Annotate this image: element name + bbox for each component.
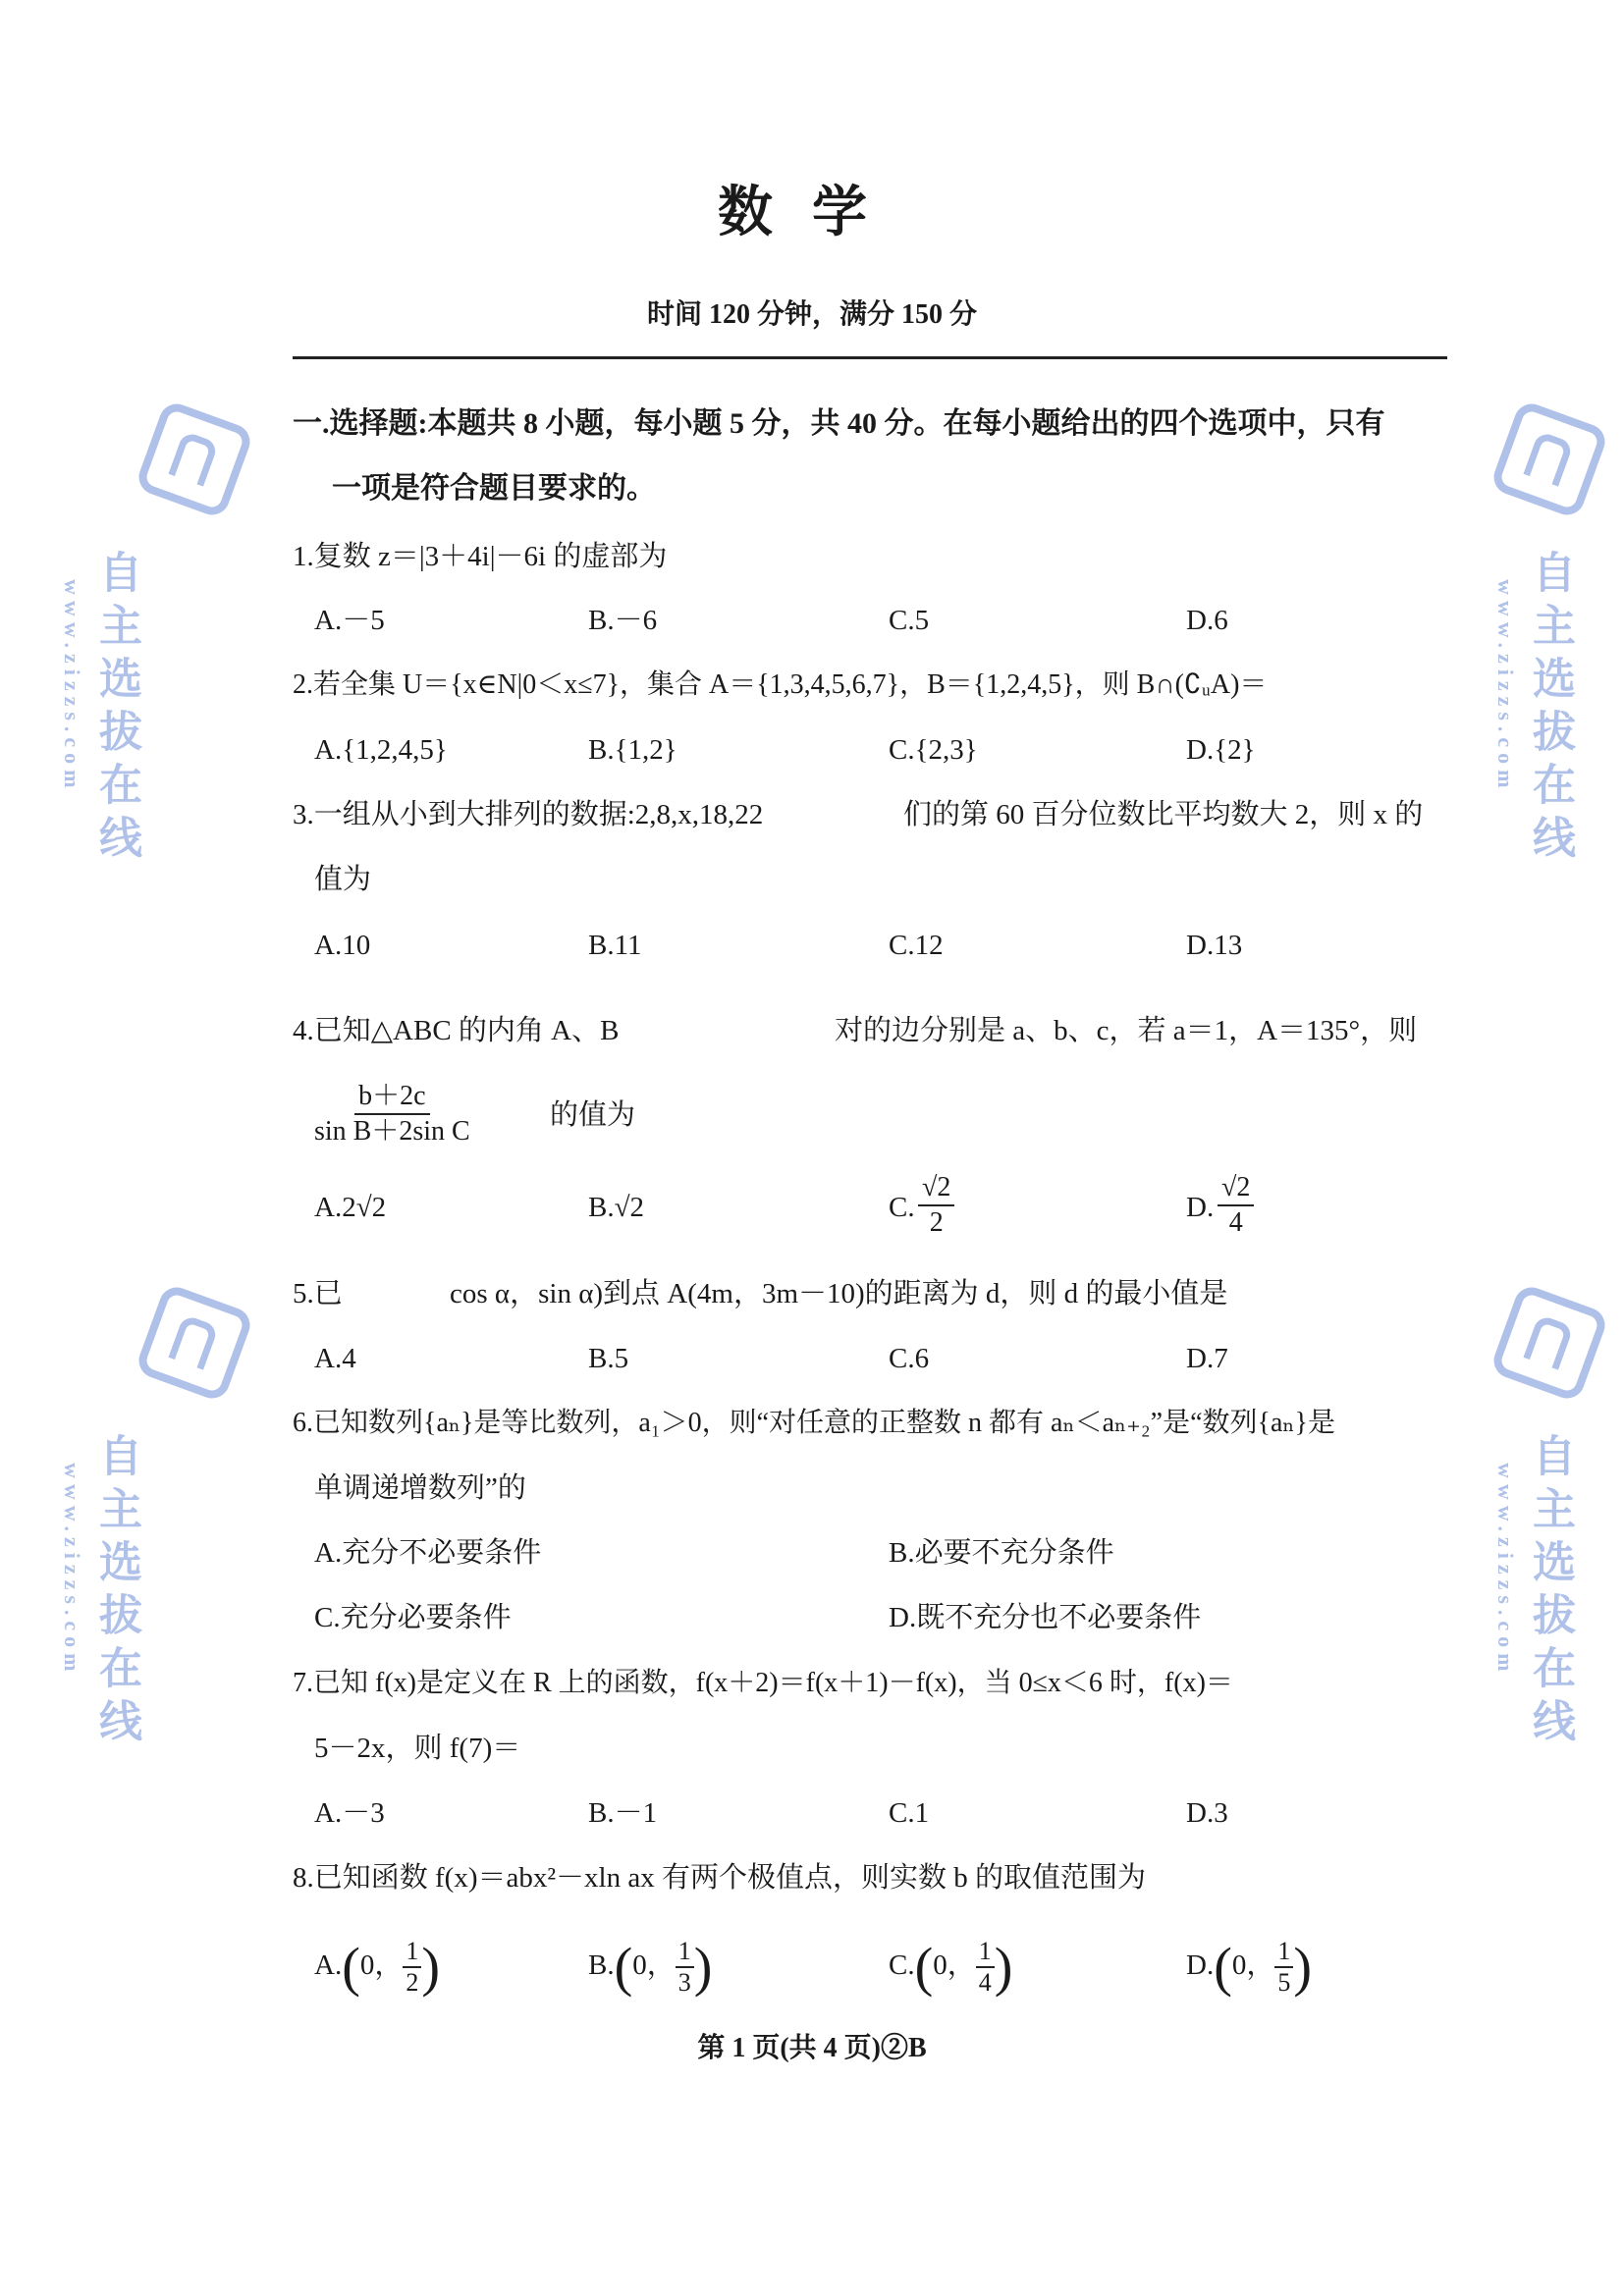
interval-lower: 0，: [632, 1949, 676, 1981]
q5-option-d: D.7: [1186, 1343, 1228, 1374]
interval-upper-fraction: [403, 1937, 421, 1998]
q3-option-c: C.12: [889, 930, 944, 961]
question-5-stem-cont: cos α，sin α)到点 A(4m，3m－10)的距离为 d，则 d 的最小值是: [450, 1278, 1228, 1309]
q7-option-a: A.－3: [314, 1797, 385, 1829]
q6-option-b: B.必要不充分条件: [889, 1537, 1114, 1569]
watermark-url: www.zizzs.com: [1493, 1463, 1518, 1678]
question-3-stem: 3.一组从小到大排列的数据:2,8,x,18,22: [293, 799, 764, 830]
interval-lower: 0，: [359, 1949, 404, 1981]
section-heading: 一.选择题:本题共 8 小题，每小题 5 分，共 40 分。在每小题给出的四个选项中，只有: [293, 407, 1385, 440]
numerator: 1: [1274, 1937, 1293, 1968]
open-paren: (: [614, 1937, 633, 1999]
numerator: √2: [918, 1171, 954, 1206]
watermark-logo-icon: [134, 399, 254, 519]
watermark-logo-icon: [1489, 1282, 1609, 1403]
denominator: 2: [929, 1207, 944, 1238]
q5-option-a: A.4: [314, 1343, 356, 1374]
header-divider: [293, 356, 1447, 359]
denominator: 4: [978, 1968, 992, 1998]
q1-option-c: C.5: [889, 605, 930, 636]
watermark-text: 自主选拔在线: [92, 1433, 140, 1751]
q4-option-c: C.: [889, 1192, 915, 1223]
q4-option-d: D.: [1186, 1192, 1215, 1223]
q3-option-a: A.10: [314, 930, 371, 961]
q4-option-b: B.√2: [588, 1192, 645, 1223]
q4-fraction-numerator: b＋2c: [354, 1080, 429, 1115]
q8-option-a: [314, 1936, 440, 1998]
interval-lower: 0，: [1231, 1949, 1275, 1981]
watermark: [59, 1433, 147, 1751]
question-4-stem-cont: 对的边分别是 a、b、c，若 a＝1，A＝135°，则: [835, 1015, 1418, 1046]
numerator: 1: [976, 1937, 995, 1968]
question-6-stem: 6.已知数列{aₙ}是等比数列，a₁＞0，则“对任意的正整数 n 都有 aₙ＜aₙ₊₂”是“数列{aₙ}是: [293, 1408, 1335, 1438]
page-footer: 第 1 页(共 4 页)②B: [697, 2033, 927, 2063]
denominator: 3: [677, 1968, 691, 1998]
q1-option-a: A.－5: [314, 605, 385, 636]
denominator: 4: [1228, 1207, 1243, 1238]
open-paren: (: [342, 1937, 360, 1999]
interval-upper-fraction: [1274, 1937, 1293, 1998]
q1-option-d: D.6: [1186, 605, 1228, 636]
q7-option-b: B.－1: [588, 1797, 658, 1829]
option-label: D.: [1186, 1949, 1215, 1981]
q6-option-c: C.充分必要条件: [314, 1602, 512, 1633]
q4-option-d-fraction: [1218, 1171, 1254, 1240]
option-label: B.: [588, 1949, 615, 1981]
q8-option-b: [588, 1936, 712, 1998]
page-title: 数学: [718, 183, 906, 243]
q2-option-d: D.{2}: [1186, 734, 1256, 766]
question-7-stem-line2: 5－2x，则 f(7)＝: [314, 1733, 521, 1764]
question-6-stem-line2: 单调递增数列”的: [314, 1472, 526, 1504]
numerator: 1: [676, 1937, 694, 1968]
question-5-stem: 5.已: [293, 1278, 343, 1309]
watermark-url: www.zizzs.com: [60, 579, 84, 794]
q4-option-c-fraction: [918, 1171, 954, 1240]
watermark-text: 自主选拔在线: [92, 550, 140, 868]
watermark-logo-icon: [1489, 399, 1609, 519]
q7-option-d: D.3: [1186, 1797, 1228, 1829]
q3-option-d: D.13: [1186, 930, 1243, 961]
watermark-url: www.zizzs.com: [60, 1463, 84, 1678]
interval-upper-fraction: [976, 1937, 995, 1998]
question-4-stem: 4.已知△ABC 的内角 A、B: [293, 1015, 620, 1046]
q2-option-b: B.{1,2}: [588, 734, 677, 766]
q8-option-c: [889, 1936, 1012, 1998]
q4-fraction: [314, 1080, 470, 1148]
denominator: 5: [1277, 1968, 1291, 1998]
question-2-stem: 2.若全集 U＝{x∈N|0＜x≤7}，集合 A＝{1,3,4,5,6,7}，B＝{1,2,4,5}，则 B∩(∁ᵤA)＝: [293, 669, 1268, 700]
question-1-stem: 1.复数 z＝|3＋4i|－6i 的虚部为: [293, 541, 668, 572]
q6-option-d: D.既不充分也不必要条件: [889, 1602, 1202, 1633]
q5-option-c: C.6: [889, 1343, 930, 1374]
section-heading-cont: 一项是符合题目要求的。: [332, 472, 656, 505]
numerator: 1: [403, 1937, 421, 1968]
q3-option-b: B.11: [588, 930, 642, 961]
exam-info: 时间 120 分钟，满分 150 分: [646, 299, 977, 330]
question-3-stem-line2: 值为: [314, 864, 372, 895]
q8-option-d: [1186, 1936, 1312, 1998]
watermark-logo-icon: [134, 1282, 254, 1403]
q4-fraction-denominator: sin B＋2sin C: [314, 1116, 470, 1147]
option-label: A.: [314, 1949, 343, 1981]
watermark-text: 自主选拔在线: [1526, 1433, 1574, 1751]
q7-option-c: C.1: [889, 1797, 930, 1829]
watermark: [1492, 550, 1581, 868]
open-paren: (: [914, 1937, 934, 1999]
denominator: 2: [406, 1968, 419, 1998]
option-label: C.: [889, 1949, 915, 1981]
q6-option-a: A.充分不必要条件: [314, 1537, 542, 1569]
question-7-stem: 7.已知 f(x)是定义在 R 上的函数，f(x＋2)＝f(x＋1)－f(x)，当 0≤x＜6 时，f(x)＝: [293, 1668, 1233, 1698]
question-4-stem-line2: 的值为: [550, 1099, 636, 1131]
numerator: √2: [1218, 1171, 1254, 1206]
close-paren: ): [1293, 1937, 1313, 1999]
watermark: [1492, 1433, 1581, 1751]
watermark-text: 自主选拔在线: [1526, 550, 1574, 868]
watermark-url: www.zizzs.com: [1493, 579, 1518, 794]
q5-option-b: B.5: [588, 1343, 629, 1374]
close-paren: ): [994, 1937, 1013, 1999]
question-3-stem-cont: 们的第 60 百分位数比平均数大 2，则 x 的: [903, 799, 1424, 830]
close-paren: ): [693, 1937, 713, 1999]
q2-option-a: A.{1,2,4,5}: [314, 734, 448, 766]
close-paren: ): [421, 1937, 441, 1999]
watermark: [59, 550, 147, 868]
q1-option-b: B.－6: [588, 605, 658, 636]
open-paren: (: [1214, 1937, 1232, 1999]
interval-lower: 0，: [933, 1949, 976, 1981]
q4-option-a: A.2√2: [314, 1192, 387, 1223]
interval-upper-fraction: [676, 1937, 694, 1998]
q2-option-c: C.{2,3}: [889, 734, 978, 766]
question-8-stem: 8.已知函数 f(x)＝abx²－xln ax 有两个极值点，则实数 b 的取值范围为: [293, 1862, 1146, 1894]
